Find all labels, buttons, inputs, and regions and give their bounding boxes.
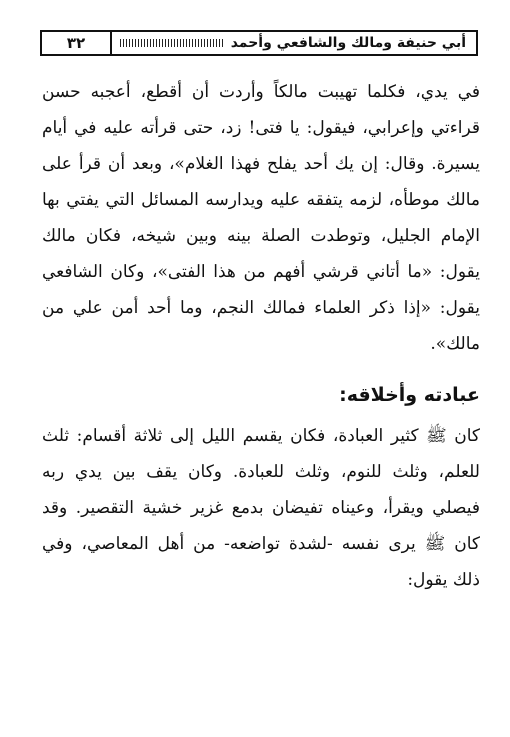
- page-number: ٣٢: [42, 32, 112, 54]
- header-ornament: [120, 39, 223, 47]
- page-body: [42, 74, 480, 598]
- running-header: [40, 30, 478, 56]
- section-heading: عبادته وأخلاقه:: [339, 384, 480, 406]
- paragraph: في يدي، فكلما تهيبت مالكاً وأردت أن أقطع، أعجبه حسن قراءتي وإعرابي، فيقول: يا فتى! زد، حتى قرأته عليه في أيام يسيرة. وقال: إن يك أحد يفلح فهذا الغلام»، وبعد أن قرأ على مالك موطأه، لزمه يتفقه عليه ويدارسه المسائل التي يفتي بها الإمام الجليل، وتوطدت الصلة بينه وبين شيخه، فكان مالك يقول: «ما أتاني قرشي أفهم من هذا الفتى»، وكان الشافعي يقول: «إذا ذكر العلماء فمالك النجم، وما أحد أمن علي من مالك».: [42, 82, 480, 354]
- header-title: أبي حنيفة ومالك والشافعي وأحمد: [230, 35, 466, 51]
- paragraph: كان ﷺ كثير العبادة، فكان يقسم الليل إلى ثلاثة أقسام: ثلث للعلم، وثلث للنوم، وثلث للعبادة. وكان يقف بين يدي ربه فيصلي ويقرأ، وعيناه تفيضان بدمع غزير خشية التقصير. وقد كان ﷺ يرى نفسه -لشدة تواضعه- من أهل المعاصي، وفي ذلك يقول:: [42, 426, 480, 590]
